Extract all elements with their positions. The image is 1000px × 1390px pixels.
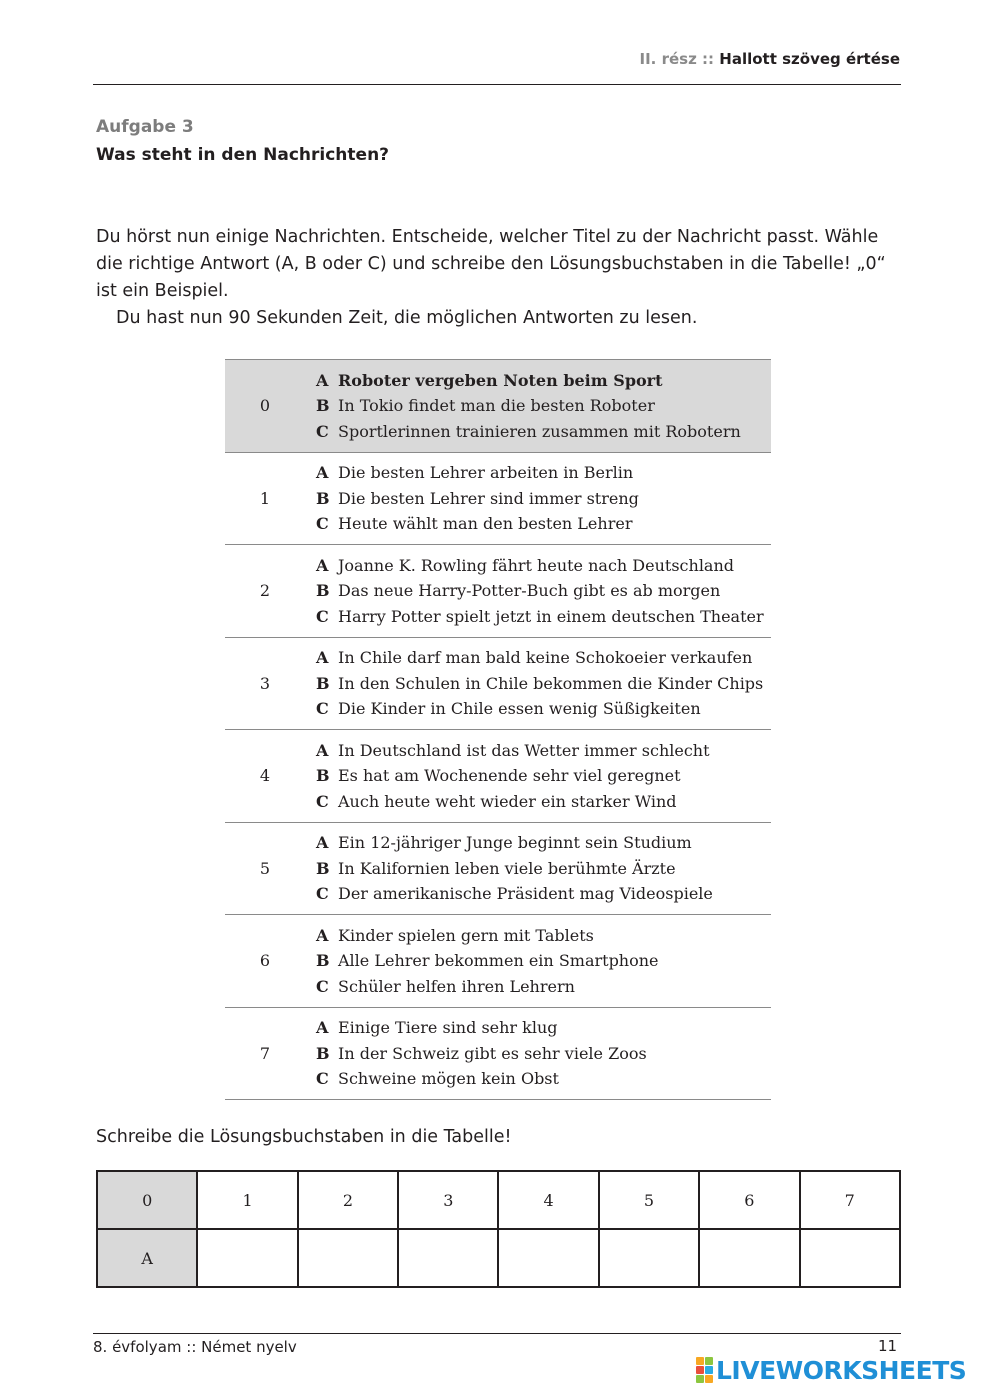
option-letter: C <box>316 884 329 903</box>
option-letter: C <box>316 421 329 441</box>
option-letter: A <box>316 648 329 667</box>
item-options <box>305 645 771 722</box>
instructions-paragraph: Du hörst nun einige Nachrichten. Entscheide, welcher Titel zu der Nachricht passt. Wähle die richtige Antwort (A, B oder C) und schreibe den Lösungsbuchstaben in die Tabelle! „0“ ist ein Beispiel. <box>96 227 886 301</box>
option-letter: B <box>316 951 330 970</box>
option-text: Die besten Lehrer sind immer streng <box>338 488 639 508</box>
header-title: Hallott szöveg értése <box>719 50 900 68</box>
option-letter: A <box>316 925 329 945</box>
option-letter: C <box>316 791 329 811</box>
option-c <box>316 511 771 537</box>
option-letter: B <box>316 488 330 508</box>
answer-header-cell: 2 <box>298 1171 398 1229</box>
news-item <box>225 638 771 731</box>
item-number: 3 <box>259 673 271 693</box>
item-options <box>305 460 771 537</box>
item-number: 5 <box>259 858 271 878</box>
option-text: Einige Tiere sind sehr klug <box>338 1018 558 1037</box>
option-a <box>316 368 771 394</box>
option-letter: B <box>316 766 330 785</box>
option-text: In der Schweiz gibt es sehr viele Zoos <box>338 1043 647 1063</box>
option-text: In Deutschland ist das Wetter immer schlecht <box>338 740 710 760</box>
item-options <box>305 738 771 815</box>
answer-value-row <box>97 1229 900 1287</box>
option-a <box>316 645 771 671</box>
option-text: Der amerikanische Präsident mag Videospiele <box>338 884 713 903</box>
option-letter: A <box>316 370 329 390</box>
header-separator: :: <box>702 50 715 68</box>
option-text: Es hat am Wochenende sehr viel geregnet <box>338 766 681 785</box>
option-b <box>316 671 771 697</box>
answer-header-cell: 7 <box>800 1171 900 1229</box>
instructions <box>96 224 906 332</box>
task-title: Was steht in den Nachrichten? <box>96 145 390 165</box>
liveworksheets-wordmark: LIVEWORKSHEETS <box>716 1355 967 1385</box>
option-text: In Kalifornien leben viele berühmte Ärzte <box>338 858 676 878</box>
option-c <box>316 1066 771 1092</box>
example-item <box>225 360 771 453</box>
liveworksheets-logo[interactable] <box>696 1355 966 1385</box>
option-letter: C <box>316 514 329 533</box>
option-text: Die besten Lehrer arbeiten in Berlin <box>338 463 634 482</box>
header-divider <box>93 84 901 85</box>
option-text: Heute wählt man den besten Lehrer <box>338 514 633 533</box>
option-letter: B <box>316 673 330 693</box>
header-section: II. rész <box>639 50 697 68</box>
answer-header-cell: 6 <box>699 1171 799 1229</box>
option-b <box>316 578 771 604</box>
option-text: Auch heute weht wieder ein starker Wind <box>338 791 677 811</box>
option-b <box>316 948 771 974</box>
answer-input-cell[interactable] <box>398 1229 498 1287</box>
item-number: 2 <box>259 581 271 601</box>
footer-course: 8. évfolyam :: Német nyelv <box>93 1338 297 1356</box>
option-text: Alle Lehrer bekommen ein Smartphone <box>338 951 659 970</box>
task-label: Aufgabe 3 <box>96 117 194 137</box>
instructions-time-note: Du hast nun 90 Sekunden Zeit, die möglichen Antworten zu lesen. <box>116 308 698 328</box>
item-options <box>305 1015 771 1092</box>
option-a <box>316 923 771 949</box>
page-header <box>640 50 901 68</box>
news-item <box>225 730 771 823</box>
news-item <box>225 915 771 1008</box>
option-letter: B <box>316 581 330 600</box>
option-text: Kinder spielen gern mit Tablets <box>338 925 594 945</box>
item-options <box>305 923 771 1000</box>
option-text: In Chile darf man bald keine Schokoeier verkaufen <box>338 648 753 667</box>
option-text: In Tokio findet man die besten Roboter <box>338 396 655 415</box>
item-options <box>305 368 771 445</box>
option-text: Das neue Harry-Potter-Buch gibt es ab morgen <box>338 581 721 600</box>
answer-input-cell[interactable] <box>498 1229 598 1287</box>
option-text: In den Schulen in Chile bekommen die Kinder Chips <box>338 673 764 693</box>
item-options <box>305 830 771 907</box>
option-text: Joanne K. Rowling fährt heute nach Deutschland <box>338 555 735 575</box>
option-c <box>316 696 771 722</box>
option-a <box>316 738 771 764</box>
item-number: 7 <box>259 1043 271 1063</box>
answer-header-cell: 0 <box>97 1171 197 1229</box>
option-text: Die Kinder in Chile essen wenig Süßigkeiten <box>338 699 701 718</box>
option-b <box>316 393 771 419</box>
answer-input-cell[interactable] <box>699 1229 799 1287</box>
answer-header-cell: 5 <box>599 1171 699 1229</box>
option-b <box>316 486 771 512</box>
option-letter: B <box>316 1043 330 1063</box>
option-text: Roboter vergeben Noten beim Sport <box>338 370 663 390</box>
option-letter: A <box>316 555 329 575</box>
option-a <box>316 1015 771 1041</box>
footer-divider <box>93 1333 901 1334</box>
option-letter: C <box>316 976 329 996</box>
option-letter: B <box>316 858 330 878</box>
item-number: 4 <box>259 766 271 786</box>
answer-input-cell[interactable] <box>298 1229 398 1287</box>
answer-header-cell: 4 <box>498 1171 598 1229</box>
answer-input-cell[interactable] <box>599 1229 699 1287</box>
option-text: Ein 12-jähriger Junge beginnt sein Studium <box>338 833 692 852</box>
option-c <box>316 419 771 445</box>
option-c <box>316 789 771 815</box>
option-letter: A <box>316 833 329 852</box>
item-number: 0 <box>259 396 271 416</box>
option-c <box>316 604 771 630</box>
news-item <box>225 545 771 638</box>
option-b <box>316 856 771 882</box>
option-letter: B <box>316 396 330 415</box>
answer-instruction: Schreibe die Lösungsbuchstaben in die Tabelle! <box>96 1127 512 1147</box>
option-letter: C <box>316 606 329 626</box>
option-letter: A <box>316 1018 329 1037</box>
option-c <box>316 881 771 907</box>
news-item <box>225 453 771 546</box>
option-b <box>316 763 771 789</box>
news-item <box>225 1008 771 1101</box>
liveworksheets-icon <box>696 1357 713 1383</box>
option-c <box>316 974 771 1000</box>
answer-input-cell[interactable] <box>800 1229 900 1287</box>
answer-header-cell: 3 <box>398 1171 498 1229</box>
item-number: 6 <box>259 951 271 971</box>
option-b <box>316 1041 771 1067</box>
item-number: 1 <box>259 488 271 508</box>
option-text: Harry Potter spielt jetzt in einem deutschen Theater <box>338 606 764 626</box>
answer-input-cell[interactable] <box>197 1229 297 1287</box>
option-a <box>316 553 771 579</box>
option-a <box>316 830 771 856</box>
news-items-table <box>225 359 771 1100</box>
option-letter: A <box>316 740 329 760</box>
answer-example-cell: A <box>97 1229 197 1287</box>
option-letter: C <box>316 699 329 718</box>
answer-header-row <box>97 1171 900 1229</box>
option-text: Schüler helfen ihren Lehrern <box>338 976 575 996</box>
option-text: Schweine mögen kein Obst <box>338 1069 559 1088</box>
item-options <box>305 553 771 630</box>
news-item <box>225 823 771 916</box>
answer-header-cell: 1 <box>197 1171 297 1229</box>
answer-table <box>96 1170 901 1288</box>
option-text: Sportlerinnen trainieren zusammen mit Robotern <box>338 421 741 441</box>
option-letter: A <box>316 463 329 482</box>
option-a <box>316 460 771 486</box>
option-letter: C <box>316 1069 329 1088</box>
page-number: 11 <box>878 1337 898 1355</box>
